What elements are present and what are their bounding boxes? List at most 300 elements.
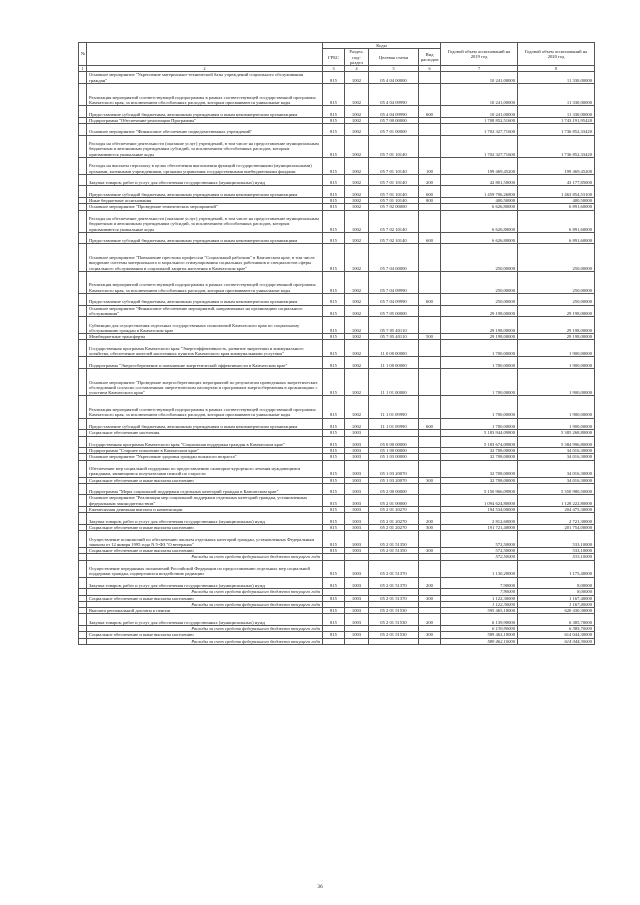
- row-razdel-cell: 1002: [345, 157, 369, 174]
- row-name-cell: Основное мероприятие "Реализация мер социальной поддержки отдельных категорий граждан, установленных федеральным законодательством": [87, 495, 323, 507]
- row-name-cell: Основное мероприятие "Проведение энергосберегающих мероприятий по результатам проведенных энергетических обследований согласно составленным энергетическим паспортам и программам энергосбережения в организациях с участием Камчатского края": [87, 368, 323, 396]
- row-vr-cell: [419, 531, 441, 548]
- row-grbs-cell: 815: [323, 460, 345, 477]
- row-name-cell: Предоставление субсидий бюджетным, автономным учреждениям и иным некоммерческим организациям: [87, 294, 323, 306]
- row-vr-cell: [419, 210, 441, 232]
- table-row: [79, 186, 595, 198]
- row-name-cell: Закупка товаров, работ и услуг для обеспечения государственных (муниципальных) нужд: [87, 174, 323, 186]
- row-vr-cell: 600: [419, 294, 441, 306]
- row-2020-cell: 34 016,30000: [518, 460, 595, 477]
- table-row: [79, 157, 595, 174]
- row-razdel-cell: 1002: [345, 396, 369, 418]
- row-cs-cell: 05 2 01 51370: [369, 595, 419, 601]
- row-cs-cell: 05 4 04 09990: [369, 106, 419, 118]
- row-index-cell: [79, 436, 87, 448]
- row-2019-cell: 10 241,00000: [441, 84, 518, 106]
- row-2019-cell: 1 700,00000: [441, 340, 518, 357]
- table-row: [79, 106, 595, 118]
- row-2020-cell: 250,00000: [518, 294, 595, 306]
- row-razdel-cell: 1002: [345, 186, 369, 198]
- row-cs-cell: 05 1 03 20070: [369, 477, 419, 483]
- row-grbs-cell: 815: [323, 548, 345, 554]
- row-grbs-cell: 815: [323, 186, 345, 198]
- row-name-cell: Основное мероприятие "Укрепление здоровья граждан пожилого возраста": [87, 454, 323, 460]
- header-no: №: [79, 43, 87, 66]
- row-vr-cell: [419, 340, 441, 357]
- row-2019-cell: 10 241,00000: [441, 72, 518, 84]
- col-number: 8: [518, 66, 595, 72]
- row-2020-cell: 5 350 980,50000: [518, 483, 595, 495]
- row-2019-cell: 1 702 327,71600: [441, 135, 518, 157]
- row-vr-cell: 600: [419, 106, 441, 118]
- row-name-cell: Расходы на выплаты персоналу в целях обеспечения выполнения функций государственными (муниципальными) органами, казенными учреждениями, органами управления государственными внебюджетными фондами: [87, 157, 323, 174]
- row-name-cell: Подпрограмма "Энергосбережение и повышение энергетической эффективности в Камчатском крае": [87, 357, 323, 369]
- row-index-cell: [79, 124, 87, 136]
- row-2019-cell: 194 534,00000: [441, 507, 518, 513]
- row-razdel-cell: 1003: [345, 430, 369, 436]
- row-cs-cell: 05 7 02 00000: [369, 204, 419, 210]
- row-2020-cell: 11 330,00000: [518, 106, 595, 118]
- row-vr-cell: 600: [419, 418, 441, 430]
- row-2019-cell: 589 462,10000: [441, 632, 518, 638]
- row-name-cell: Реализация мероприятий соответствующей подпрограммы в рамках соответствующей государственной программы Камчатского края, за исключением обособленных расходов, которым присваиваются уникальные коды: [87, 271, 323, 293]
- row-grbs-cell: 815: [323, 507, 345, 513]
- row-2019-cell: 1 700,00000: [441, 418, 518, 430]
- row-2019-cell: 572,50000: [441, 548, 518, 554]
- row-2020-cell: 29 198,00000: [518, 334, 595, 340]
- row-2020-cell: 1 900,00000: [518, 368, 595, 396]
- header-2020: Годовой объем ассигнований на 2020 год: [518, 43, 595, 66]
- table-row: [79, 436, 595, 448]
- row-2019-cell: 7,90000: [441, 589, 518, 595]
- row-index-cell: [79, 157, 87, 174]
- row-vr-cell: [419, 305, 441, 317]
- table-row: [79, 368, 595, 396]
- row-razdel-cell: 1002: [345, 271, 369, 293]
- row-2020-cell: 614 044,30000: [518, 638, 595, 644]
- row-grbs-cell: 815: [323, 614, 345, 626]
- row-cs-cell: 05 2 01 51370: [369, 560, 419, 577]
- row-index-cell: [79, 317, 87, 334]
- row-2020-cell: 1 167,40000: [518, 595, 595, 601]
- table-row: [79, 460, 595, 477]
- table-row: [79, 614, 595, 626]
- row-2020-cell: 6 385,70000: [518, 626, 595, 632]
- row-2019-cell: 6 626,80000: [441, 210, 518, 232]
- row-razdel-cell: 1003: [345, 454, 369, 460]
- row-2019-cell: 6 626,80000: [441, 232, 518, 244]
- row-razdel-cell: 1002: [345, 198, 369, 204]
- row-cs-cell: [369, 638, 419, 644]
- row-razdel-cell: 1002: [345, 106, 369, 118]
- row-2019-cell: 29 198,00000: [441, 317, 518, 334]
- row-index-cell: [79, 495, 87, 507]
- row-cs-cell: 05 2 01 20270: [369, 513, 419, 525]
- row-2020-cell: 6 891,60000: [518, 232, 595, 244]
- row-grbs-cell: 815: [323, 436, 345, 448]
- table-row: [79, 340, 595, 357]
- row-vr-cell: [419, 271, 441, 293]
- row-2020-cell: 1 900,00000: [518, 418, 595, 430]
- row-name-cell: Реализация мероприятий соответствующей подпрограммы в рамках соответствующей государственной программы Камчатского края, за исключением обособленных расходов, которым присваиваются уникальные коды: [87, 396, 323, 418]
- row-name-cell: Расходы за счет средств федерального бюджета текущего года: [87, 638, 323, 644]
- row-razdel-cell: 1002: [345, 340, 369, 357]
- row-2019-cell: 1 702 327,71600: [441, 124, 518, 136]
- table-row: [79, 84, 595, 106]
- row-2020-cell: 11 330,00000: [518, 72, 595, 84]
- table-row: [79, 513, 595, 525]
- row-2020-cell: 1 175,40000: [518, 560, 595, 577]
- row-2020-cell: 29 198,00000: [518, 317, 595, 334]
- row-2019-cell: 250,00000: [441, 244, 518, 272]
- row-vr-cell: 300: [419, 595, 441, 601]
- row-2020-cell: 201 754,00000: [518, 524, 595, 530]
- row-2019-cell: 199 469,45200: [441, 157, 518, 174]
- row-cs-cell: 05 2 01 20270: [369, 507, 419, 513]
- table-row: [79, 244, 595, 272]
- row-name-cell: Социальное обеспечение населения: [87, 430, 323, 436]
- row-name-cell: Межбюджетные трансферты: [87, 334, 323, 340]
- row-name-cell: Расходы на обеспечение деятельности (оказание услуг) учреждений, в том числе на предоставление муниципальным бюджетным и автономным учреждениям субсидий, за исключением обособленных расходов, которым присваиваются уникальные коды: [87, 210, 323, 232]
- row-name-cell: Обеспечение мер социальной поддержки по предоставлению санаторно-курортного лечения нуждающимся гражданам, являющимся получателями пенсий по старости: [87, 460, 323, 477]
- row-index-cell: [79, 577, 87, 589]
- header-2019: Годовой объем ассигнований на 2019 год: [441, 43, 518, 66]
- row-name-cell: Предоставление субсидий бюджетным, автономным учреждениям и иным некоммерческим организациям: [87, 418, 323, 430]
- row-vr-cell: 600: [419, 186, 441, 198]
- row-vr-cell: [419, 495, 441, 507]
- row-vr-cell: 200: [419, 614, 441, 626]
- row-grbs-cell: 815: [323, 560, 345, 577]
- row-razdel-cell: 1003: [345, 608, 369, 614]
- row-2019-cell: 6 626,80000: [441, 204, 518, 210]
- row-index-cell: [79, 560, 87, 577]
- row-name-cell: Расходы за счет средств федерального бюджета текущего года: [87, 589, 323, 595]
- row-2019-cell: 6 139,90000: [441, 614, 518, 626]
- row-grbs-cell: 815: [323, 305, 345, 317]
- row-razdel-cell: 1003: [345, 577, 369, 589]
- row-cs-cell: 05 7 05 00000: [369, 305, 419, 317]
- table-row: [79, 531, 595, 548]
- row-cs-cell: 05 1 03 00000: [369, 454, 419, 460]
- row-grbs-cell: 815: [323, 483, 345, 495]
- row-2019-cell: 32 708,00000: [441, 454, 518, 460]
- row-2020-cell: 1 743 191,95420: [518, 117, 595, 123]
- row-vr-cell: 200: [419, 174, 441, 186]
- row-index-cell: [79, 271, 87, 293]
- row-vr-cell: [419, 135, 441, 157]
- row-razdel-cell: 1003: [345, 524, 369, 530]
- row-2020-cell: 1 900,00000: [518, 357, 595, 369]
- row-grbs-cell: 815: [323, 244, 345, 272]
- row-razdel-cell: 1003: [345, 560, 369, 577]
- header-name: [87, 43, 323, 66]
- row-index-cell: [79, 513, 87, 525]
- row-razdel-cell: 1002: [345, 418, 369, 430]
- row-razdel-cell: 1002: [345, 334, 369, 340]
- row-cs-cell: 11 1 01 09990: [369, 418, 419, 430]
- row-razdel-cell: 1002: [345, 210, 369, 232]
- row-grbs-cell: 815: [323, 271, 345, 293]
- row-razdel-cell: 1002: [345, 244, 369, 272]
- row-vr-cell: [419, 396, 441, 418]
- row-grbs-cell: 815: [323, 317, 345, 334]
- header-razdel: Раздел, под-раздел: [345, 49, 369, 66]
- row-cs-cell: 11 1 00 00000: [369, 357, 419, 369]
- table-row: [79, 232, 595, 244]
- row-cs-cell: 05 2 01 51370: [369, 577, 419, 589]
- row-vr-cell: 100: [419, 157, 441, 174]
- row-razdel-cell: 1003: [345, 595, 369, 601]
- row-cs-cell: 05 2 01 51530: [369, 608, 419, 614]
- table-row: [79, 638, 595, 644]
- table-row: [79, 577, 595, 589]
- row-razdel-cell: 1002: [345, 124, 369, 136]
- row-name-cell: Закупка товаров, работ и услуг для обеспечения государственных (муниципальных) нужд: [87, 577, 323, 589]
- row-name-cell: Подпрограмма "Меры социальной поддержки отдельных категорий граждан в Камчатском крае": [87, 483, 323, 495]
- row-grbs-cell: 815: [323, 396, 345, 418]
- row-vr-cell: [419, 357, 441, 369]
- row-vr-cell: [419, 244, 441, 272]
- row-razdel-cell: 1002: [345, 294, 369, 306]
- header-codes: Коды: [323, 43, 441, 49]
- row-2019-cell: 32 708,00000: [441, 477, 518, 483]
- row-2020-cell: 5 385 268,80000: [518, 430, 595, 436]
- row-razdel-cell: 1002: [345, 317, 369, 334]
- row-grbs-cell: 815: [323, 210, 345, 232]
- row-razdel-cell: 1003: [345, 531, 369, 548]
- row-grbs-cell: 815: [323, 334, 345, 340]
- row-2019-cell: 10 241,00000: [441, 106, 518, 118]
- row-index-cell: [79, 460, 87, 477]
- row-cs-cell: 05 7 00 00000: [369, 117, 419, 123]
- row-2019-cell: 400,50000: [441, 198, 518, 204]
- table-row: [79, 72, 595, 84]
- row-2019-cell: 29 198,00000: [441, 305, 518, 317]
- row-index-cell: [79, 396, 87, 418]
- row-grbs-cell: 815: [323, 174, 345, 186]
- row-grbs-cell: 815: [323, 84, 345, 106]
- row-index-cell: [79, 531, 87, 548]
- row-grbs-cell: 815: [323, 454, 345, 460]
- row-2019-cell: 5 183 944,09800: [441, 430, 518, 436]
- row-name-cell: Закупка товаров, работ и услуг для обеспечения государственных (муниципальных) нужд: [87, 614, 323, 626]
- row-razdel-cell: 1002: [345, 305, 369, 317]
- row-2020-cell: 6 891,60000: [518, 210, 595, 232]
- row-vr-cell: [419, 84, 441, 106]
- row-cs-cell: 05 7 01 10140: [369, 135, 419, 157]
- row-cs-cell: 05 2 01 00000: [369, 495, 419, 507]
- row-name-cell: Основное мероприятие "Повышение престижа профессии "Социальный работник" в Камчатском крае, в том числе внедрение системы материального и морального стимулирования социальных работников и специалистов сферы социального обслуживания и социальной защиты населения в Камчатском крае": [87, 244, 323, 272]
- row-grbs-cell: 815: [323, 72, 345, 84]
- row-2019-cell: 6 139,90000: [441, 626, 518, 632]
- row-name-cell: Государственная программа Камчатского края "Энергоэффективность, развитие энергетики и коммунального хозяйства, обеспечение жителей населенных пунктов Камчатского края коммунальными услугами": [87, 340, 323, 357]
- row-index-cell: [79, 232, 87, 244]
- row-name-cell: Государственная программа Камчатского края "Социальная поддержка граждан в Камчатском крае": [87, 436, 323, 448]
- row-cs-cell: 05 7 05 40110: [369, 334, 419, 340]
- row-name-cell: Расходы на обеспечение деятельности (оказание услуг) учреждений, в том числе на предоставление муниципальным бюджетным и автономным учреждениям субсидий, за исключением обособленных расходов, которым присваиваются уникальные коды: [87, 135, 323, 157]
- row-2020-cell: 1 900,00000: [518, 396, 595, 418]
- row-2019-cell: 191 721,40000: [441, 524, 518, 530]
- row-cs-cell: 05 7 05 40110: [369, 317, 419, 334]
- row-2020-cell: 400,50000: [518, 198, 595, 204]
- row-grbs-cell: 815: [323, 577, 345, 589]
- table-row: [79, 495, 595, 507]
- row-2019-cell: 1 130,20000: [441, 560, 518, 577]
- row-razdel-cell: 1002: [345, 72, 369, 84]
- row-index-cell: [79, 106, 87, 118]
- row-vr-cell: 800: [419, 198, 441, 204]
- row-vr-cell: 200: [419, 513, 441, 525]
- row-razdel-cell: 1003: [345, 548, 369, 554]
- row-razdel-cell: 1003: [345, 483, 369, 495]
- row-vr-cell: [419, 460, 441, 477]
- table-row: [79, 396, 595, 418]
- row-2020-cell: 34 016,30000: [518, 454, 595, 460]
- row-2020-cell: 204 475,30000: [518, 507, 595, 513]
- row-2019-cell: 1 122,30000: [441, 601, 518, 607]
- row-vr-cell: [419, 368, 441, 396]
- row-cs-cell: 05 7 02 10140: [369, 210, 419, 232]
- row-vr-cell: [419, 560, 441, 577]
- row-2020-cell: 1 900,00000: [518, 340, 595, 357]
- row-grbs-cell: 815: [323, 495, 345, 507]
- row-grbs-cell: 815: [323, 632, 345, 638]
- row-grbs-cell: 815: [323, 368, 345, 396]
- row-2020-cell: 533,10000: [518, 531, 595, 548]
- row-name-cell: Выплата региональной доплаты к пенсии: [87, 608, 323, 614]
- row-vr-cell: [419, 317, 441, 334]
- row-2019-cell: 7,90000: [441, 577, 518, 589]
- row-grbs-cell: 815: [323, 340, 345, 357]
- row-2020-cell: 1 128 222,80000: [518, 495, 595, 507]
- row-razdel-cell: 1003: [345, 495, 369, 507]
- row-2019-cell: 1 700,00000: [441, 357, 518, 369]
- row-2019-cell: 42 801,50000: [441, 174, 518, 186]
- row-name-cell: Осуществление полномочий по обеспечению жильем отдельных категорий граждан, установленных Федеральным законом от 12 января 1995 года N 5-ФЗ "О ветеранах": [87, 531, 323, 548]
- row-razdel-cell: 1002: [345, 204, 369, 210]
- row-razdel-cell: 1002: [345, 357, 369, 369]
- row-name-cell: Иные бюджетные ассигнования: [87, 198, 323, 204]
- table-body: [79, 72, 595, 644]
- row-2020-cell: 5 384 996,80000: [518, 436, 595, 448]
- row-razdel-cell: 1003: [345, 507, 369, 513]
- col-number: 2: [87, 66, 323, 72]
- row-2020-cell: 1 167,40000: [518, 601, 595, 607]
- page-number: 36: [317, 884, 323, 890]
- table-row: [79, 418, 595, 430]
- row-vr-cell: 300: [419, 524, 441, 530]
- col-number: 5: [369, 66, 419, 72]
- row-vr-cell: [419, 483, 441, 495]
- row-2020-cell: 250,00000: [518, 244, 595, 272]
- row-2020-cell: 620 430,30000: [518, 608, 595, 614]
- row-razdel-cell: 1003: [345, 513, 369, 525]
- table-row: [79, 271, 595, 293]
- table-row: [79, 560, 595, 577]
- row-name-cell: Социальное обеспечение и иные выплаты населению: [87, 524, 323, 530]
- row-index-cell: [79, 294, 87, 306]
- col-number: 3: [323, 66, 345, 72]
- row-grbs-cell: [323, 638, 345, 644]
- row-cs-cell: 05 7 01 10140: [369, 174, 419, 186]
- row-2020-cell: 250,00000: [518, 271, 595, 293]
- row-cs-cell: 05 2 01 20270: [369, 524, 419, 530]
- row-2020-cell: 34 016,30000: [518, 448, 595, 454]
- row-2019-cell: 5 150 966,09800: [441, 483, 518, 495]
- row-grbs-cell: 815: [323, 294, 345, 306]
- row-name-cell: Основное мероприятие "Финансовое обеспечение подведомственных учреждений": [87, 124, 323, 136]
- row-name-cell: Предоставление субсидий бюджетным, автономным учреждениям и иным некоммерческим организациям: [87, 186, 323, 198]
- row-grbs-cell: 815: [323, 157, 345, 174]
- row-2020-cell: 614 044,30000: [518, 632, 595, 638]
- row-cs-cell: 05 4 04 00000: [369, 72, 419, 84]
- row-index-cell: [79, 614, 87, 626]
- row-cs-cell: 05 7 04 00000: [369, 244, 419, 272]
- row-2019-cell: 1 700,00000: [441, 368, 518, 396]
- row-name-cell: Основное мероприятие "Укрепление материально-технической базы учреждений социального обслуживания граждан": [87, 72, 323, 84]
- row-cs-cell: 11 1 01 00000: [369, 368, 419, 396]
- col-number: 4: [345, 66, 369, 72]
- row-2020-cell: 533,10000: [518, 554, 595, 560]
- row-razdel-cell: 1002: [345, 174, 369, 186]
- row-razdel-cell: 1003: [345, 460, 369, 477]
- row-2020-cell: 43 177,85000: [518, 174, 595, 186]
- row-name-cell: Подпрограмма "Старшее поколение в Камчатском крае": [87, 448, 323, 454]
- row-grbs-cell: 815: [323, 477, 345, 483]
- row-2020-cell: 199 469,45200: [518, 157, 595, 174]
- row-cs-cell: 05 7 01 10140: [369, 186, 419, 198]
- row-2019-cell: 1 700,00000: [441, 396, 518, 418]
- row-2020-cell: 1 736 852,33420: [518, 135, 595, 157]
- header-grbs: ГРБС: [323, 49, 345, 66]
- row-2020-cell: 8,00000: [518, 589, 595, 595]
- row-vr-cell: [419, 638, 441, 644]
- row-name-cell: Основное мероприятие "Финансовое обеспечение мероприятий, направленных на организацию социального обслуживания": [87, 305, 323, 317]
- row-2019-cell: 589 462,10000: [441, 638, 518, 644]
- table-row: [79, 483, 595, 495]
- row-vr-cell: 300: [419, 548, 441, 554]
- row-cs-cell: 05 2 01 51530: [369, 632, 419, 638]
- row-cs-cell: 05 7 01 10140: [369, 157, 419, 174]
- row-cs-cell: 05 2 00 00000: [369, 483, 419, 495]
- row-2020-cell: 34 016,30000: [518, 477, 595, 483]
- row-index-cell: [79, 305, 87, 317]
- row-2019-cell: 595 465,10000: [441, 608, 518, 614]
- col-number: 7: [441, 66, 518, 72]
- row-cs-cell: 11 0 00 00000: [369, 340, 419, 357]
- row-razdel-cell: 1002: [345, 232, 369, 244]
- row-index-cell: [79, 84, 87, 106]
- row-grbs-cell: 815: [323, 232, 345, 244]
- row-cs-cell: 05 2 01 51530: [369, 614, 419, 626]
- row-name-cell: Подпрограмма "Обеспечение реализации Программы": [87, 117, 323, 123]
- row-2019-cell: 29 198,00000: [441, 334, 518, 340]
- table-row: [79, 294, 595, 306]
- row-razdel-cell: 1003: [345, 436, 369, 448]
- row-cs-cell: 05 7 02 10140: [369, 232, 419, 244]
- row-name-cell: Предоставление субсидий бюджетным, автономным учреждениям и иным некоммерческим организациям: [87, 106, 323, 118]
- row-grbs-cell: 815: [323, 418, 345, 430]
- row-2020-cell: 6 891,60000: [518, 204, 595, 210]
- row-2020-cell: 533,10000: [518, 548, 595, 554]
- row-razdel-cell: 1002: [345, 117, 369, 123]
- row-cs-cell: 05 1 03 20070: [369, 460, 419, 477]
- table-row: [79, 124, 595, 136]
- table-header: [79, 43, 595, 72]
- row-grbs-cell: 815: [323, 448, 345, 454]
- row-name-cell: Закупка товаров, работ и услуг для обеспечения государственных (муниципальных) нужд: [87, 513, 323, 525]
- row-2019-cell: 1 459 706,26800: [441, 186, 518, 198]
